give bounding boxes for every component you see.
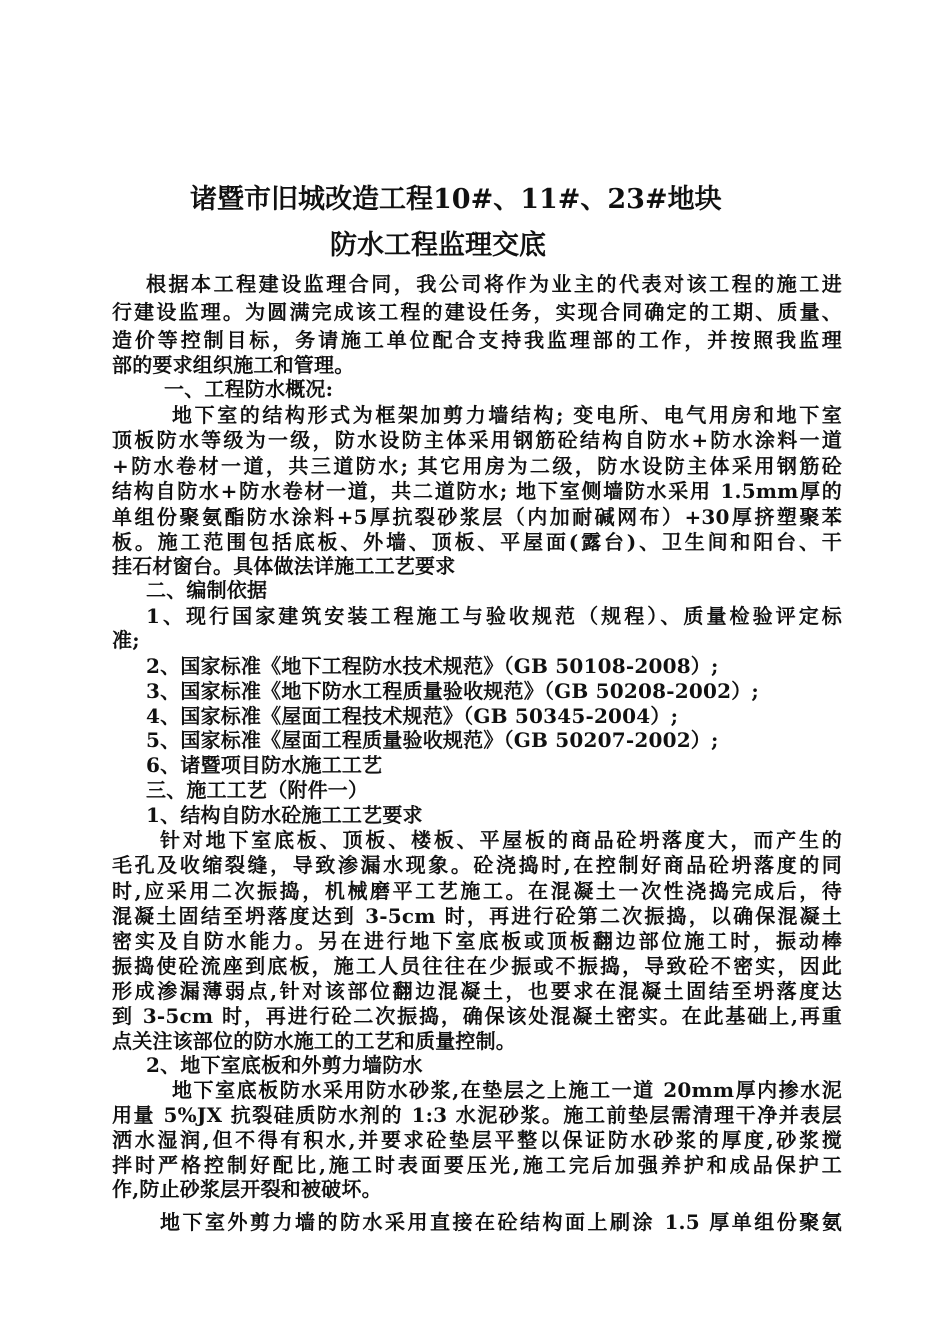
list-item: 6、诸暨项目防水施工工艺 bbox=[146, 753, 383, 777]
body-line: 造价等控制目标，务请施工单位配合支持我监理部的工作，并按照我监理 bbox=[112, 328, 842, 352]
body-line: 到 3-5cm 时，再进行砼二次振捣，确保该处混凝土密实。在此基础上,再重 bbox=[112, 1004, 842, 1028]
body-line: 顶板防水等级为一级，防水设防主体采用钢筋砼结构自防水+防水涂料一道 bbox=[112, 428, 842, 452]
body-line: 点关注该部位的防水施工的工艺和质量控制。 bbox=[112, 1029, 516, 1053]
body-line: 地下室的结构形式为框架加剪力墙结构; 变电所、电气用房和地下室 bbox=[172, 403, 842, 427]
section-heading: 三、施工工艺（附件一） bbox=[146, 778, 369, 802]
list-item: 5、国家标准《屋面工程质量验收规范》（GB 50207-2002）; bbox=[146, 728, 719, 752]
body-line: 时,应采用二次振捣，机械磨平工艺施工。在混凝土一次性浇捣完成后，待 bbox=[112, 879, 842, 903]
body-line: 用量 5%JX 抗裂硅质防水剂的 1:3 水泥砂浆。施工前垫层需清理干净并表层 bbox=[112, 1103, 842, 1127]
body-line: 洒水湿润,但不得有积水,并要求砼垫层平整以保证防水砂浆的厚度,砂浆搅 bbox=[112, 1128, 842, 1152]
body-line: 针对地下室底板、顶板、楼板、平屋板的商品砼坍落度大，而产生的 bbox=[160, 828, 842, 852]
body-line: 行建设监理。为圆满完成该工程的建设任务，实现合同确定的工期、质量、 bbox=[112, 300, 842, 324]
section-heading: 二、编制依据 bbox=[146, 578, 268, 602]
body-line: 毛孔及收缩裂缝，导致渗漏水现象。砼浇捣时,在控制好商品砼坍落度的同 bbox=[112, 853, 842, 877]
body-line: 结构自防水+防水卷材一道，共二道防水; 地下室侧墙防水采用 1.5mm厚的 bbox=[112, 479, 842, 503]
body-line: 挂石材窗台。具体做法详施工工艺要求 bbox=[112, 554, 456, 578]
body-line: 混凝土固结至坍落度达到 3-5cm 时，再进行砼第二次振捣，以确保混凝土 bbox=[112, 904, 842, 928]
body-line: 作,防止砂浆层开裂和被破坏。 bbox=[112, 1177, 382, 1201]
document-title-line2: 防水工程监理交底 bbox=[330, 230, 546, 261]
body-line: 板。施工范围包括底板、外墙、顶板、平屋面(露台)、卫生间和阳台、干 bbox=[112, 530, 842, 554]
list-item: 1、现行国家建筑安装工程施工与验收规范（规程）、质量检验评定标 bbox=[146, 604, 842, 628]
body-line: 地下室外剪力墙的防水采用直接在砼结构面上刷涂 1.5 厚单组份聚氨 bbox=[160, 1210, 842, 1234]
section-heading: 一、工程防水概况: bbox=[164, 377, 334, 401]
body-line: 密实及自防水能力。另在进行地下室底板或顶板翻边部位施工时，振动棒 bbox=[112, 929, 842, 953]
document-title-line1: 诸暨市旧城改造工程10#、11#、23#地块 bbox=[190, 184, 722, 215]
list-item: 2、国家标准《地下工程防水技术规范》（GB 50108-2008）; bbox=[146, 654, 719, 678]
body-line: 部的要求组织施工和管理。 bbox=[112, 353, 355, 377]
subsection-heading: 2、地下室底板和外剪力墙防水 bbox=[146, 1053, 423, 1077]
body-line: 拌时严格控制好配比,施工时表面要压光,施工完后加强养护和成品保护工 bbox=[112, 1153, 842, 1177]
list-item: 3、国家标准《地下防水工程质量验收规范》（GB 50208-2002）; bbox=[146, 679, 759, 703]
subsection-heading: 1、结构自防水砼施工工艺要求 bbox=[146, 803, 423, 827]
body-line: 地下室底板防水采用防水砂浆,在垫层之上施工一道 20mm厚内掺水泥 bbox=[172, 1078, 842, 1102]
body-line: 形成渗漏薄弱点,针对该部位翻边混凝土，也要求在混凝土固结至坍落度达 bbox=[112, 979, 842, 1003]
body-line: +防水卷材一道，共三道防水; 其它用房为二级，防水设防主体采用钢筋砼 bbox=[112, 454, 842, 478]
body-line: 单组份聚氨酯防水涂料+5厚抗裂砂浆层（内加耐碱网布）+30厚挤塑聚苯 bbox=[112, 505, 842, 529]
list-item: 4、国家标准《屋面工程技术规范》（GB 50345-2004）; bbox=[146, 704, 679, 728]
list-item: 准; bbox=[112, 628, 140, 652]
body-line: 振捣使砼流座到底板，施工人员往往在少振或不振捣，导致砼不密实，因此 bbox=[112, 954, 842, 978]
body-line: 根据本工程建设监理合同，我公司将作为业主的代表对该工程的施工进 bbox=[146, 272, 842, 296]
